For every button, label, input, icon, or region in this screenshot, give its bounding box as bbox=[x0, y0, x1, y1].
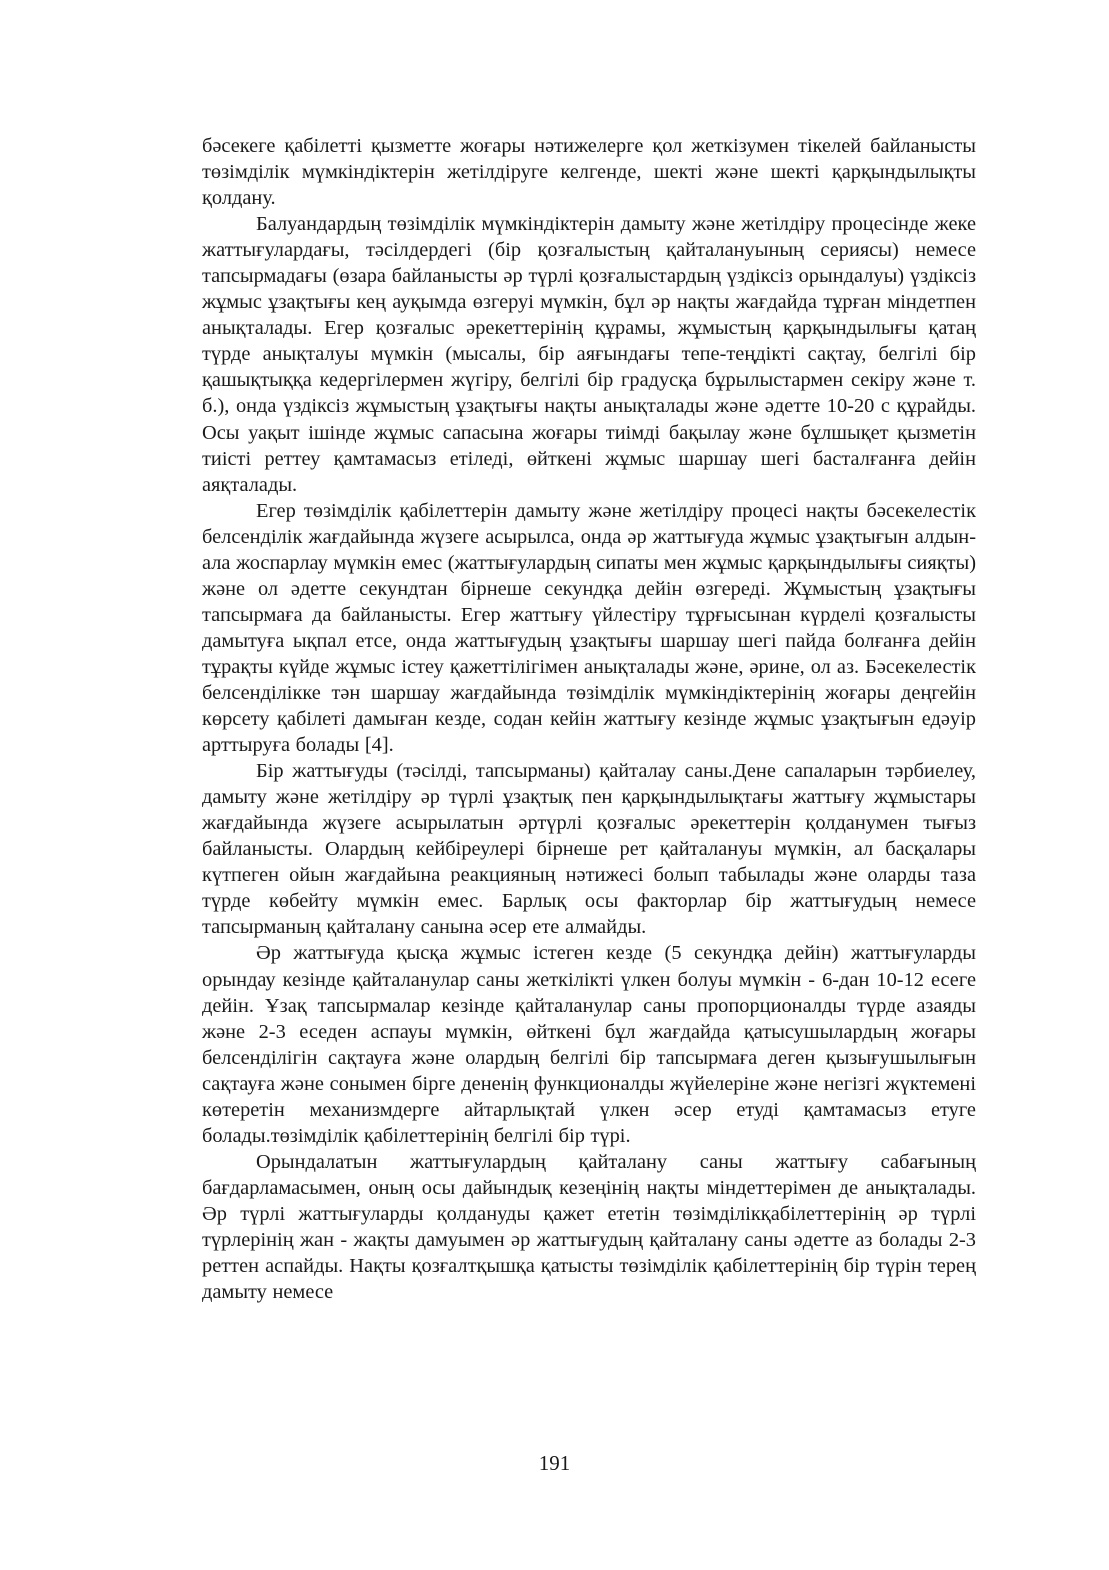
paragraph-4: Бір жаттығуды (тәсілді, тапсырманы) қайталау саны.Дене сапаларын тәрбиелеу, дамыту және жетілдіру әр түрлі ұзақтық пен қарқындылықтағы жаттығу жұмыстары жағдайында жүзеге асырылатын әртүрлі қозғалыс әрекеттерін қолданумен тығыз байланысты. Олардың кейбіреулері бірнеше рет қайталануы мүмкін, ал басқалары күтпеген ойын жағдайына реакцияның нәтижесі болып табылады және оларды таза түрде көбейту мүмкін емес. Барлық осы факторлар бір жаттығудың немесе тапсырманың қайталану санына әсер ете алмайды. bbox=[202, 760, 976, 939]
paragraph-5: Әр жаттығуда қысқа жұмыс істеген кезде (5 секундқа дейін) жаттығуларды орындау кезінде қайталанулар саны жеткілікті үлкен болуы мүмкін - 6-дан 10-12 есеге дейін. Ұзақ тапсырмалар кезінде қайталанулар саны пропорционалды түрде азаяды және 2-3 еседен аспауы мүмкін, өйткені бұл жағдайда қатысушылардың жоғары белсенділігін сақтауға және олардың белгілі бір тапсырмаға деген қызығушылығын сақтауға және сонымен бірге дененің функционалды жүйелеріне және негізгі жүктемені көтеретін механизмдерге айтарлықтай үлкен әсер етуді қамтамасыз етуге болады.төзімділік қабілеттерінің белгілі бір түрі. bbox=[202, 942, 976, 1147]
paragraph-6: Орындалатын жаттығулардың қайталану саны жаттығу сабағының бағдарламасымен, оның осы дайындық кезеңінің нақты міндеттерімен де анықталады. Әр түрлі жаттығуларды қолдануды қажет ететін төзімділікқабілеттерінің әр түрлі түрлерінің жан - жақты дамуымен әр жаттығудың қайталану саны әдетте аз болады 2-3 реттен аспайды. Нақты қозғалтқышқа қатысты төзімділік қабілеттерінің бір түрін терең дамыту немесе bbox=[202, 1150, 976, 1304]
page-number: 191 bbox=[538, 1451, 571, 1475]
paragraph-2: Балуандардың төзімділік мүмкіндіктерін дамыту және жетілдіру процесінде жеке жаттығулардағы, тәсілдердегі (бір қозғалыстың қайталануының сериясы) немесе тапсырмадағы (өзара байланысты әр түрлі қозғалыстардың үздіксіз орындалуы) үздіксіз жұмыс ұзақтығы кең ауқымда өзгеруі мүмкін, бұл әр нақты жағдайда тұрған міндетпен анықталады. Егер қозғалыс әрекеттерінің құрамы, жұмыстың қарқындылығы қатаң түрде анықталуы мүмкін (мысалы, бір аяғындағы тепе-теңдікті сақтау, белгілі бір қашықтыққа кедергілермен жүгіру, белгілі бір градусқа бұрылыстармен секіру және т. б.), онда үздіксіз жұмыстың ұзақтығы нақты анықталады және әдетте 10-20 с құрайды. Осы уақыт ішінде жұмыс сапасына жоғары тиімді бақылау және бұлшықет қызметін тиісті реттеу қамтамасыз етіледі, өйткені жұмыс шаршау шегі басталғанға дейін аяқталады. bbox=[202, 213, 976, 496]
paragraph-3: Егер төзімділік қабілеттерін дамыту және жетілдіру процесі нақты бәсекелестік белсенділік жағдайында жүзеге асырылса, онда әр жаттығуда жұмыс ұзақтығын алдын-ала жоспарлау мүмкін емес (жаттығулардың сипаты мен жұмыс қарқындылығы сияқты) және ол әдетте секундтан бірнеше секундқа дейін өзгереді. Жұмыстың ұзақтығы тапсырмаға да байланысты. Егер жаттығу үйлестіру тұрғысынан күрделі қозғалысты дамытуға ықпал етсе, онда жаттығудың ұзақтығы шаршау шегі пайда болғанға дейін тұрақты күйде жұмыс істеу қажеттілігімен анықталады және, әрине, ол аз. Бәсекелестік белсенділікке тән шаршау жағдайында төзімділік мүмкіндіктерінің жоғары деңгейін көрсету қабілеті дамыған кезде, содан кейін жаттығу кезінде жұмыс ұзақтығын едәуір арттыруға болады [4]. bbox=[202, 499, 976, 757]
paragraph-1: бәсекеге қабілетті қызметте жоғары нәтижелерге қол жеткізумен тікелей байланысты төзімділік мүмкіндіктерін жетілдіруге келгенде, шекті және шекті қарқындылықты қолдану. bbox=[202, 135, 976, 210]
body-text bbox=[202, 133, 976, 1305]
